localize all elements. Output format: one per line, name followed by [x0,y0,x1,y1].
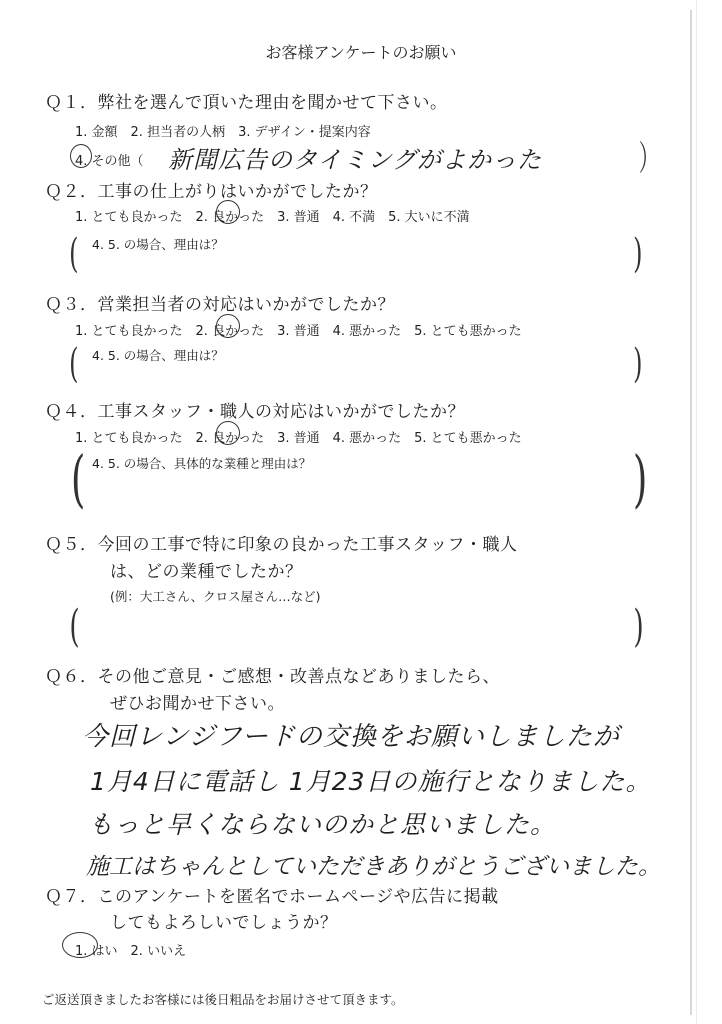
q7-answer-circle [62,932,98,958]
q1-options: 1. 金額 2. 担当者の人柄 3. デザイン・提案内容 [75,125,371,140]
page-edge-shadow [690,10,692,1015]
q7-question-line1: Ｑ７．このアンケートを匿名でホームページや広告に掲載 [45,887,499,907]
q3-question: Ｑ３．営業担当者の対応はいかがでしたか？ [45,295,395,315]
footer-note: ご返送頂きましたお客様には後日粗品をお届けさせて頂きます。 [42,992,404,1007]
q1-handwritten-answer: 新聞広告のタイミングがよかった [168,146,543,174]
q3-open-paren: ( [69,341,79,387]
q6-handwritten-line-3: もっと早くならないのかと思いました。 [88,810,557,839]
q4-question: Ｑ４．工事スタッフ・職人の対応はいかがでしたか？ [45,402,465,422]
q6-question-line1: Ｑ６．その他ご意見・ご感想・改善点などありましたら、 [45,667,500,687]
q5-example: (例：大工さん、クロス屋さん…など) [110,589,321,604]
q6-handwritten-line-2: 1月4日に電話し 1月23日の施行となりました。 [90,767,652,796]
q2-options: 1. とても良かった 2. 良かった 3. 普通 4. 不満 5. 大いに不満 [75,210,470,225]
q1-close-paren: ） [638,139,660,179]
q1-question: Ｑ１．弊社を選んで頂いた理由を聞かせて下さい。 [45,93,448,113]
q6-handwritten-line-1: 今回レンジフードの交換をお願いしましたが [82,722,620,752]
q5-close-paren: ) [633,601,644,652]
page-title: お客様アンケートのお願い [265,43,457,62]
q2-reason-prompt: 4. 5. の場合、理由は？ [92,237,224,252]
q1-other-label: 4. その他（ [75,154,144,169]
q3-options: 1. とても良かった 2. 良かった 3. 普通 4. 悪かった 5. とても悪かった [75,324,522,339]
q4-close-paren: ) [632,442,648,515]
q3-answer-circle [216,314,240,338]
q4-reason-prompt: 4. 5. の場合、具体的な業種と理由は？ [92,456,312,471]
q5-question-line2: は、どの業種でしたか？ [110,562,303,582]
q4-options: 1. とても良かった 2. 良かった 3. 普通 4. 悪かった 5. とても悪かった [75,431,522,446]
q2-question: Ｑ２．工事の仕上がりはいかがでしたか？ [45,182,378,202]
q5-question-line1: Ｑ５．今回の工事で特に印象の良かった工事スタッフ・職人 [45,535,518,555]
q7-question-line2: してもよろしいでしょうか？ [110,913,338,933]
q1-answer-circle [70,144,92,168]
q2-answer-circle [216,200,240,224]
q2-open-paren: ( [69,231,79,277]
q3-close-paren: ) [633,341,643,387]
q2-close-paren: ) [633,231,643,277]
q7-options: 1. はい 2. いいえ [75,944,187,959]
q4-answer-circle [216,421,240,445]
q4-open-paren: ( [70,442,86,515]
page-edge-line [696,0,697,1024]
q6-question-line2: ぜひお聞かせ下さい。 [110,694,285,714]
q5-open-paren: ( [69,601,80,652]
q3-reason-prompt: 4. 5. の場合、理由は？ [92,348,224,363]
q6-handwritten-line-4: 施工はちゃんとしていただきありがとうございました。 [86,854,661,880]
